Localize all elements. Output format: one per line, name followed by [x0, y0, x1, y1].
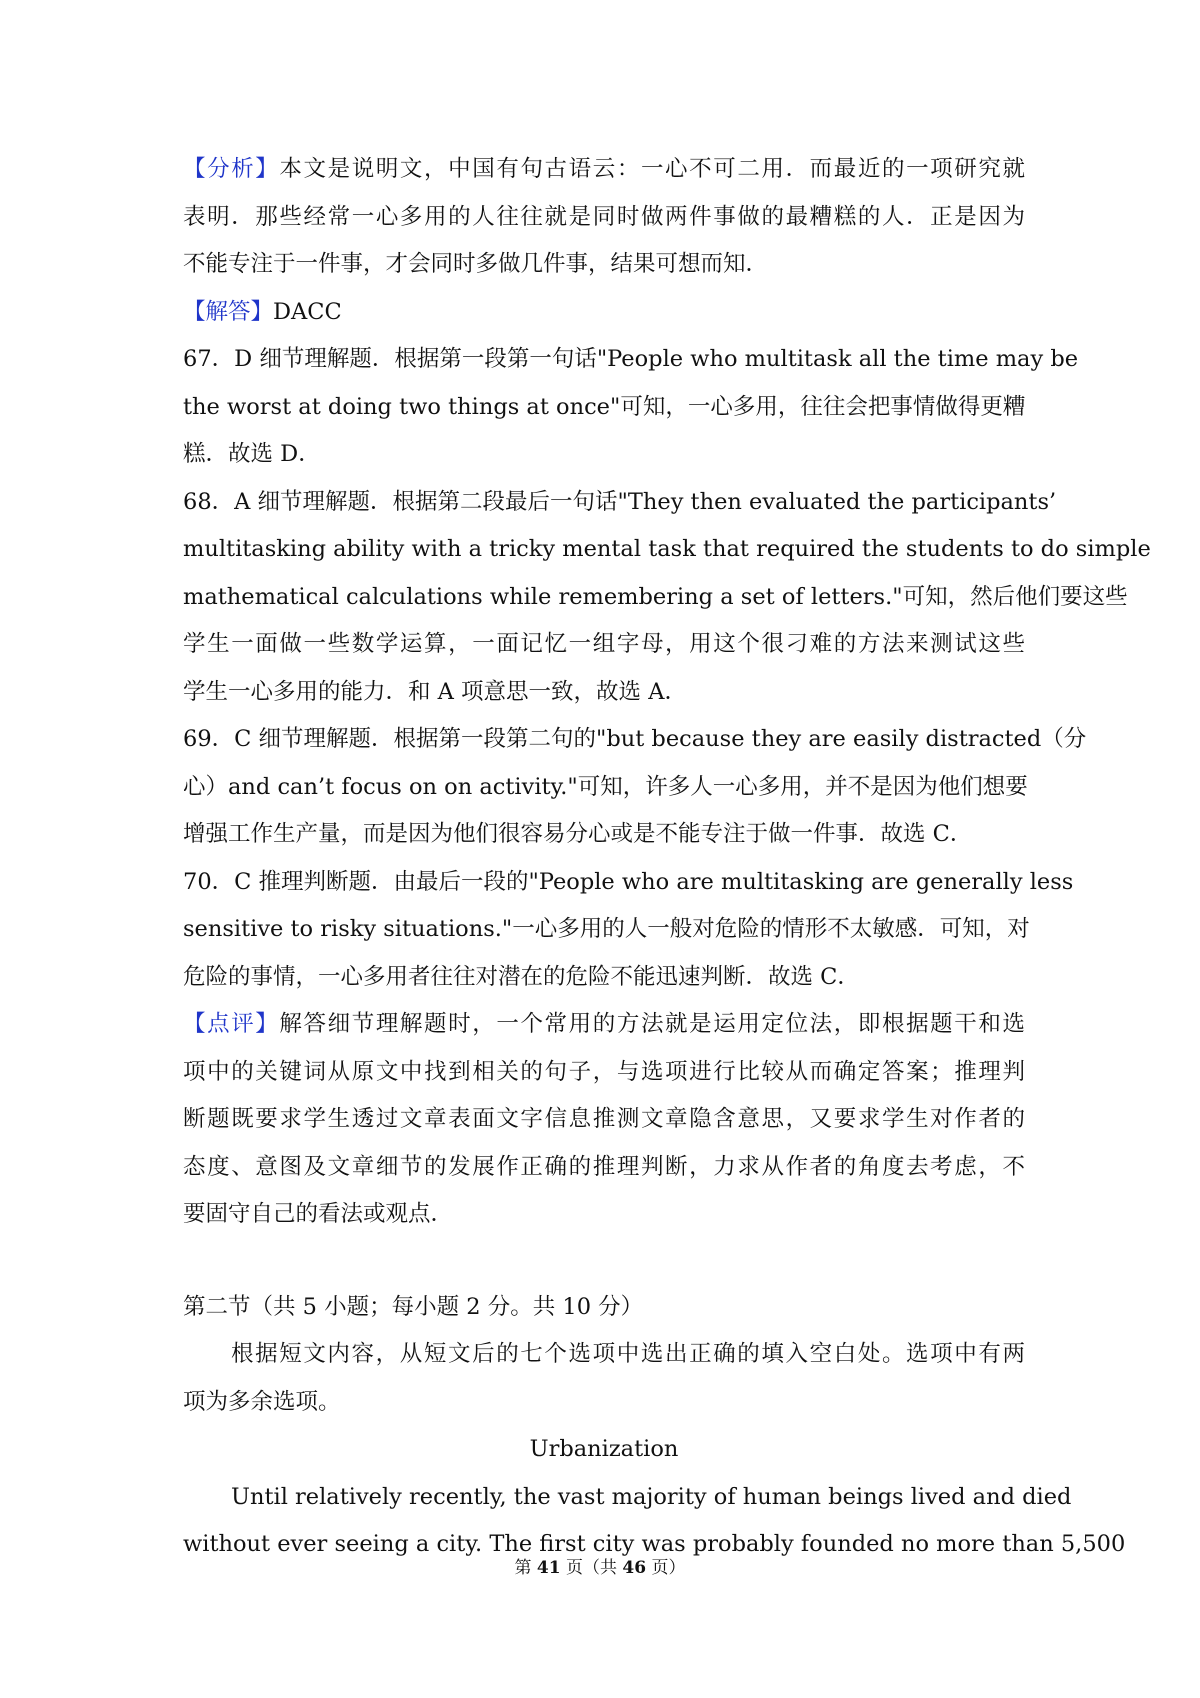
total-pages-number: 46: [622, 1558, 647, 1578]
comment-line: 断题既要求学生透过文章表面文字信息推测文章隐含意思，又要求学生对作者的: [183, 1106, 1025, 1132]
explanation-line: 70．C 推理判断题．由最后一段的"People who are multitasking are generally less: [183, 868, 1074, 895]
passage-line: Until relatively recently, the vast majority of human beings lived and died: [231, 1483, 1072, 1510]
section-heading: 第二节（共 5 小题；每小题 2 分。共 10 分）: [183, 1293, 644, 1320]
explanation-line: 心）and can’t focus on on activity."可知，许多人一心多用，并不是因为他们想要: [183, 773, 1028, 800]
analysis-text: 本文是说明文，中国有句古语云：一心不可二用．而最近的一项研究就: [279, 156, 1025, 182]
answer-line: [183, 289, 1025, 337]
instruction-line: 项为多余选项。: [183, 1388, 341, 1415]
comment-line: 要固守自己的看法或观点．: [183, 1201, 454, 1227]
answer-text: DACC: [273, 298, 342, 325]
footer-middle: 页（共: [560, 1558, 623, 1578]
passage-title: Urbanization: [529, 1436, 679, 1462]
explanation-line: 学生一心多用的能力．和 A 项意思一致，故选 A．: [183, 678, 687, 705]
instruction-line: 根据短文内容，从短文后的七个选项中选出正确的填入空白处。选项中有两: [231, 1341, 1025, 1367]
explanation-line: 67．D 细节理解题．根据第一段第一句话"People who multitask all the time may be: [183, 346, 1079, 372]
explanation-line: the worst at doing two things at once"可知，一心多用，往往会把事情做得更糟: [183, 393, 1026, 420]
analysis-line: 不能专注于一件事，才会同时多做几件事，结果可想而知．: [183, 251, 769, 277]
current-page-number: 41: [536, 1558, 561, 1578]
explanation-line: 增强工作生产量，而是因为他们很容易分心或是不能专注于做一件事．故选 C．: [183, 821, 973, 847]
footer-suffix: 页）: [646, 1558, 686, 1578]
analysis-line: 表明．那些经常一心多用的人往往就是同时做两件事做的最糟糕的人．正是因为: [183, 203, 1025, 230]
explanation-line: 学生一面做一些数学运算，一面记忆一组字母，用这个很刁难的方法来测试这些: [183, 631, 1025, 657]
comment-line: 项中的关键词从原文中找到相关的句子，与选项进行比较从而确定答案；推理判: [183, 1058, 1025, 1085]
comment-tag: 【点评】: [183, 1011, 280, 1037]
explanation-line: 糕．故选 D．: [183, 441, 321, 467]
explanation-line: sensitive to risky situations."一心多用的人一般对危险的情形不太敏感．可知，对: [183, 916, 1030, 942]
comment-line: 态度、意图及文章细节的发展作正确的推理判断，力求从作者的角度去考虑，不: [183, 1153, 1025, 1180]
comment-text: 解答细节理解题时，一个常用的方法就是运用定位法，即根据题干和选: [279, 1011, 1025, 1037]
document-body: [183, 146, 1151, 1569]
footer-prefix: 第: [514, 1558, 537, 1578]
explanation-line: multitasking ability with a tricky mental task that required the students to do simple: [183, 536, 1151, 562]
passage-line: without ever seeing a city. The first city was probably founded no more than 5,500: [183, 1531, 1126, 1557]
analysis-line: [183, 146, 1025, 194]
explanation-line: 69．C 细节理解题．根据第一段第二句的"but because they are easily distracted（分: [183, 726, 1087, 752]
page-footer: [0, 1556, 1200, 1580]
explanation-line: 危险的事情，一心多用者往往对潜在的危险不能迅速判断．故选 C．: [183, 963, 860, 990]
comment-line: [183, 1001, 1025, 1049]
answer-tag: 【解答】: [183, 298, 274, 325]
analysis-tag: 【分析】: [183, 156, 280, 182]
explanation-line: 68．A 细节理解题．根据第二段最后一句话"They then evaluated the participants’: [183, 488, 1057, 515]
explanation-line: mathematical calculations while remembering a set of letters."可知，然后他们要这些: [183, 583, 1128, 610]
section-spacer: [183, 1239, 1025, 1284]
